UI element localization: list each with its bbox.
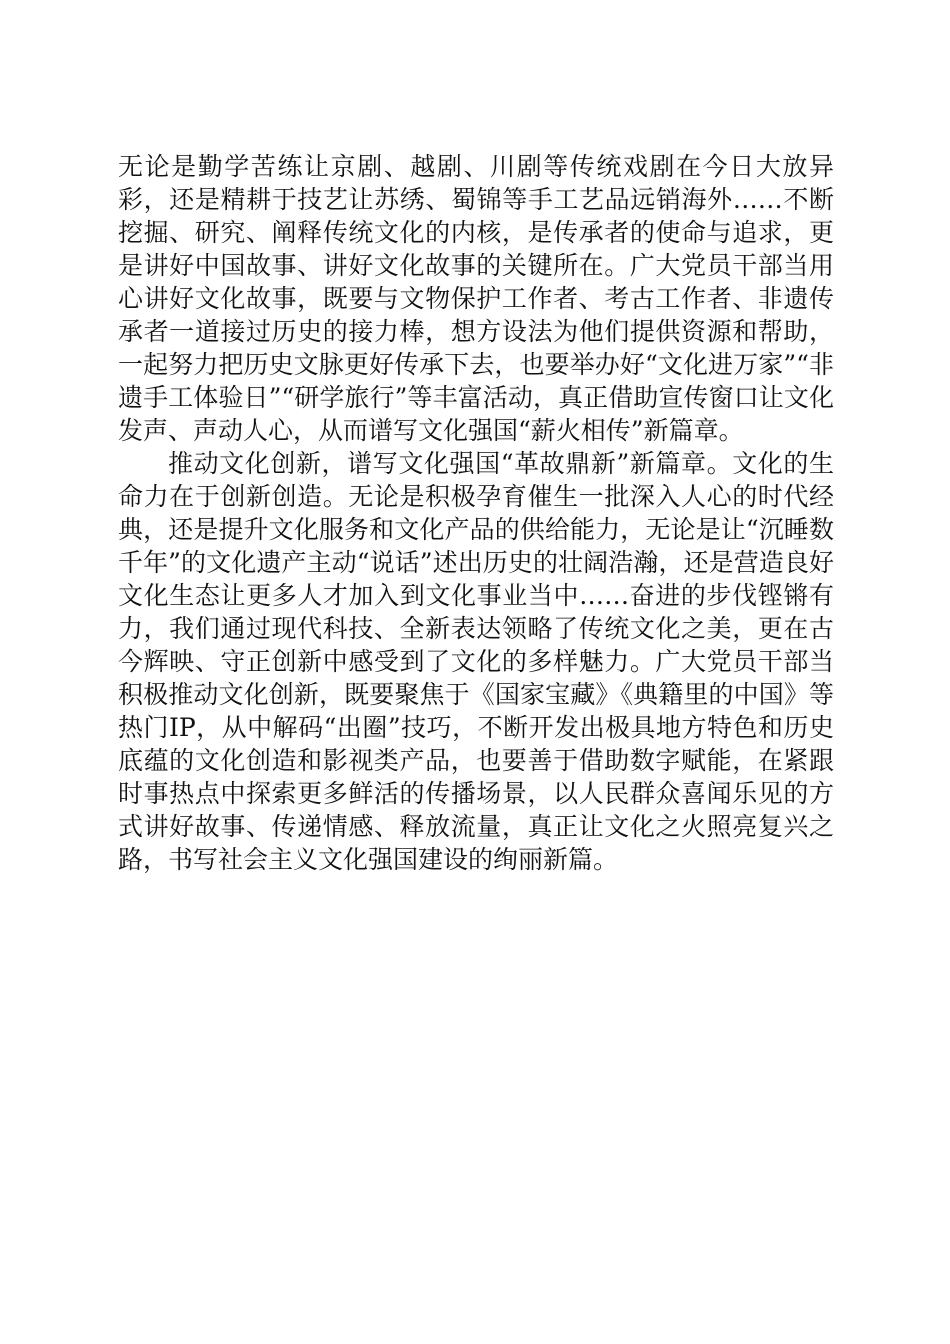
document-body [118,150,834,876]
paragraph-heritage: 无论是勤学苦练让京剧、越剧、川剧等传统戏剧在今日大放异彩，还是精耕于技艺让苏绣、蜀锦等手工艺品远销海外……不断挖掘、研究、阐释传统文化的内核，是传承者的使命与追求，更是讲好中国故事、讲好文化故事的关键所在。广大党员干部当用心讲好文化故事，既要与文物保护工作者、考古工作者、非遗传承者一道接过历史的接力棒，想方设法为他们提供资源和帮助，一起努力把历史文脉更好传承下去，也要举办好“文化进万家”“非遗手工体验日”“研学旅行”等丰富活动，真正借助宣传窗口让文化发声、声动人心，从而谱写文化强国“薪火相传”新篇章。 [118,152,834,445]
paragraph-innovation: 推动文化创新，谱写文化强国“革故鼎新”新篇章。文化的生命力在于创新创造。无论是积极孕育催生一批深入人心的时代经典，还是提升文化服务和文化产品的供给能力，无论是让“沉睡数千年”的文化遗产主动“说话”述出历史的壮阔浩瀚，还是营造良好文化生态让更多人才加入到文化事业当中……奋进的步伐铿锵有力，我们通过现代科技、全新表达领略了传统文化之美，更在古今辉映、守正创新中感受到了文化的多样魅力。广大党员干部当积极推动文化创新，既要聚焦于《国家宝藏》《典籍里的中国》等热门IP，从中解码“出圈”技巧，不断开发出极具地方特色和历史底蕴的文化创造和影视类产品，也要善于借助数字赋能，在紧跟时事热点中探索更多鲜活的传播场景，以人民群众喜闻乐见的方式讲好故事、传递情感、释放流量，真正让文化之火照亮复兴之路，书写社会主义文化强国建设的绚丽新篇。 [118,449,834,874]
